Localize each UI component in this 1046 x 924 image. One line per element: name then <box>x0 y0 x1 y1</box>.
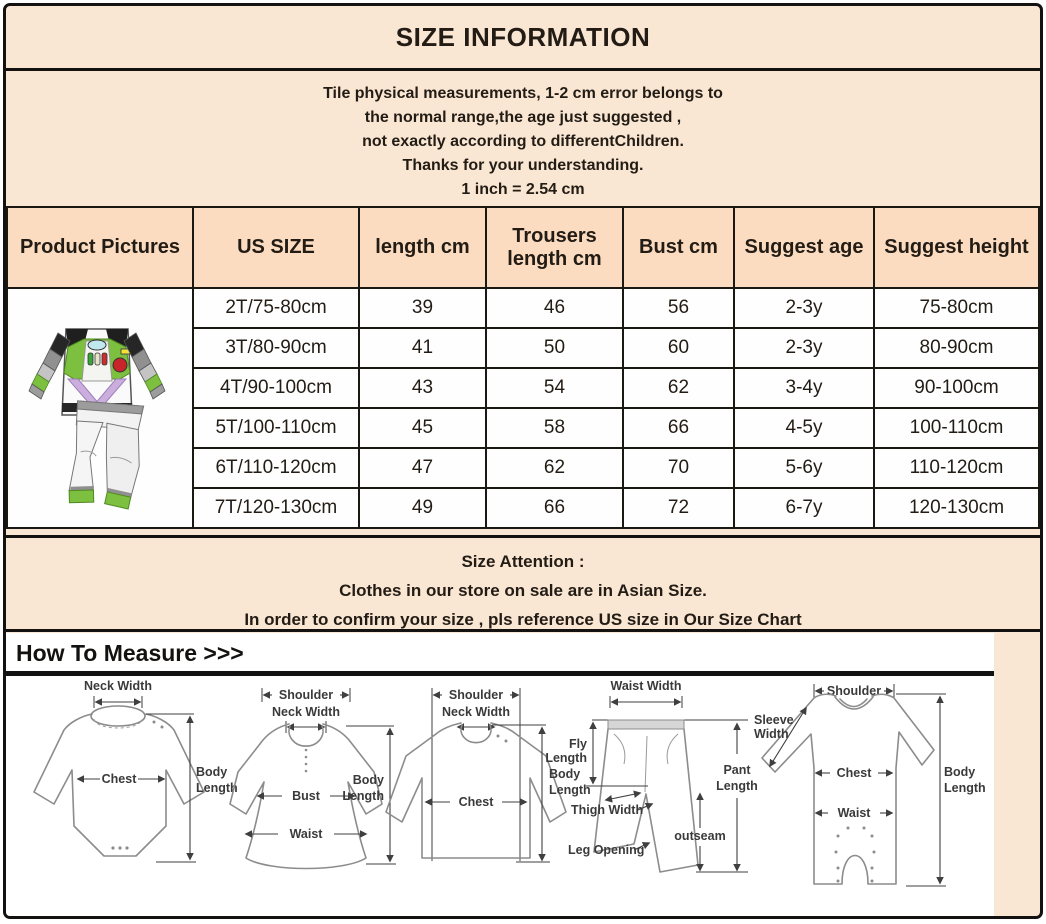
cell-trousers: 66 <box>486 488 623 528</box>
pants-leg-opening-label: Leg Opening <box>568 843 645 857</box>
cell-us-size: 4T/90-100cm <box>193 368 359 408</box>
page-title: SIZE INFORMATION <box>395 21 651 52</box>
romper-diagram <box>754 684 986 886</box>
cell-height: 90-100cm <box>874 368 1039 408</box>
size-table <box>6 206 1040 529</box>
cell-age: 5-6y <box>734 448 874 488</box>
svg-text:Length: Length <box>196 781 238 795</box>
pants-thigh-width-label: Thigh Width <box>571 803 644 817</box>
pants-outseam-label: outseam <box>674 829 726 843</box>
measure-diagrams <box>6 676 994 904</box>
svg-text:Length: Length <box>342 789 384 803</box>
pants-waist-width-label: Waist Width <box>610 679 682 693</box>
cell-length: 49 <box>359 488 486 528</box>
cell-length: 45 <box>359 408 486 448</box>
note-line: Tile physical measurements, 1-2 cm error belongs to <box>323 85 723 102</box>
cell-trousers: 46 <box>486 288 623 328</box>
col-header-us-size: US SIZE <box>193 207 359 288</box>
size-attention-section <box>6 535 1040 632</box>
shirt-shoulder-label: Shoulder <box>448 688 504 702</box>
romper-waist-label: Waist <box>837 806 871 820</box>
how-to-measure-section <box>6 633 994 916</box>
cell-bust: 72 <box>623 488 734 528</box>
cell-age: 3-4y <box>734 368 874 408</box>
how-to-measure-title: How To Measure >>> <box>16 640 244 666</box>
size-chart-frame <box>3 3 1043 919</box>
attention-line: Clothes in our store on sale are in Asian Size. <box>339 581 707 600</box>
cell-length: 47 <box>359 448 486 488</box>
cell-height: 120-130cm <box>874 488 1039 528</box>
product-image-pajama-set <box>8 293 186 523</box>
cell-bust: 70 <box>623 448 734 488</box>
cell-length: 39 <box>359 288 486 328</box>
note-line: Thanks for your understanding. <box>402 157 644 174</box>
product-picture-cell <box>7 288 193 528</box>
col-header-suggest-height: Suggest height <box>874 207 1039 288</box>
romper-body-length-label: Body <box>944 765 976 779</box>
cell-us-size: 2T/75-80cm <box>193 288 359 328</box>
romper-shoulder-label: Shoulder <box>826 684 882 698</box>
table-header-row <box>7 207 1039 288</box>
shirt-neck-width-label: Neck Width <box>442 705 510 719</box>
shirt-body-length-label: Body <box>549 767 581 781</box>
cell-trousers: 50 <box>486 328 623 368</box>
svg-text:Length: Length <box>944 781 986 795</box>
cell-trousers: 58 <box>486 408 623 448</box>
bodysuit-chest-label: Chest <box>101 772 137 786</box>
col-header-trousers-length-cm: Trousers length cm <box>486 207 623 288</box>
header-section <box>6 6 1040 71</box>
note-line: 1 inch = 2.54 cm <box>461 181 585 198</box>
cell-us-size: 6T/110-120cm <box>193 448 359 488</box>
note-line: the normal range,the age just suggested , <box>364 109 682 126</box>
col-header-suggest-age: Suggest age <box>734 207 874 288</box>
table-row <box>7 288 1039 328</box>
cell-bust: 66 <box>623 408 734 448</box>
note-section <box>6 71 1040 215</box>
svg-text:Length: Length <box>545 751 587 765</box>
cell-height: 110-120cm <box>874 448 1039 488</box>
dress-waist-label: Waist <box>289 827 323 841</box>
cell-height: 100-110cm <box>874 408 1039 448</box>
cell-height: 75-80cm <box>874 288 1039 328</box>
bodysuit-diagram <box>34 679 238 862</box>
dress-shoulder-label: Shoulder <box>278 688 334 702</box>
cell-age: 6-7y <box>734 488 874 528</box>
cell-length: 43 <box>359 368 486 408</box>
dress-neck-width-label: Neck Width <box>272 705 340 719</box>
cell-bust: 60 <box>623 328 734 368</box>
shirt-diagram <box>386 688 591 862</box>
col-header-bust-cm: Bust cm <box>623 207 734 288</box>
shirt-chest-label: Chest <box>458 795 494 809</box>
cell-bust: 56 <box>623 288 734 328</box>
cell-us-size: 5T/100-110cm <box>193 408 359 448</box>
svg-text:Length: Length <box>716 779 758 793</box>
dress-bust-label: Bust <box>292 789 320 803</box>
cell-us-size: 3T/80-90cm <box>193 328 359 368</box>
col-header-product-pictures: Product Pictures <box>7 207 193 288</box>
cell-age: 2-3y <box>734 288 874 328</box>
note-line: not exactly according to differentChildren. <box>362 133 684 150</box>
attention-line: In order to confirm your size , pls reference US size in Our Size Chart <box>244 610 802 629</box>
svg-text:Width: Width <box>754 727 789 741</box>
cell-age: 4-5y <box>734 408 874 448</box>
romper-chest-label: Chest <box>836 766 872 780</box>
attention-line: Size Attention : <box>461 552 585 571</box>
cell-us-size: 7T/120-130cm <box>193 488 359 528</box>
bodysuit-body-length-label: Body <box>196 765 228 779</box>
cell-bust: 62 <box>623 368 734 408</box>
cell-trousers: 54 <box>486 368 623 408</box>
pants-pant-length-label: Pant <box>723 763 751 777</box>
cell-trousers: 62 <box>486 448 623 488</box>
dress-diagram <box>230 688 396 869</box>
cell-age: 2-3y <box>734 328 874 368</box>
romper-sleeve-width-label: Sleeve <box>754 713 794 727</box>
cell-height: 80-90cm <box>874 328 1039 368</box>
pants-fly-length-label: Fly <box>568 737 587 751</box>
bodysuit-neck-width-label: Neck Width <box>84 679 152 693</box>
svg-text:Length: Length <box>549 783 591 797</box>
col-header-length-cm: length cm <box>359 207 486 288</box>
cell-length: 41 <box>359 328 486 368</box>
dress-body-length-label: Body <box>352 773 384 787</box>
